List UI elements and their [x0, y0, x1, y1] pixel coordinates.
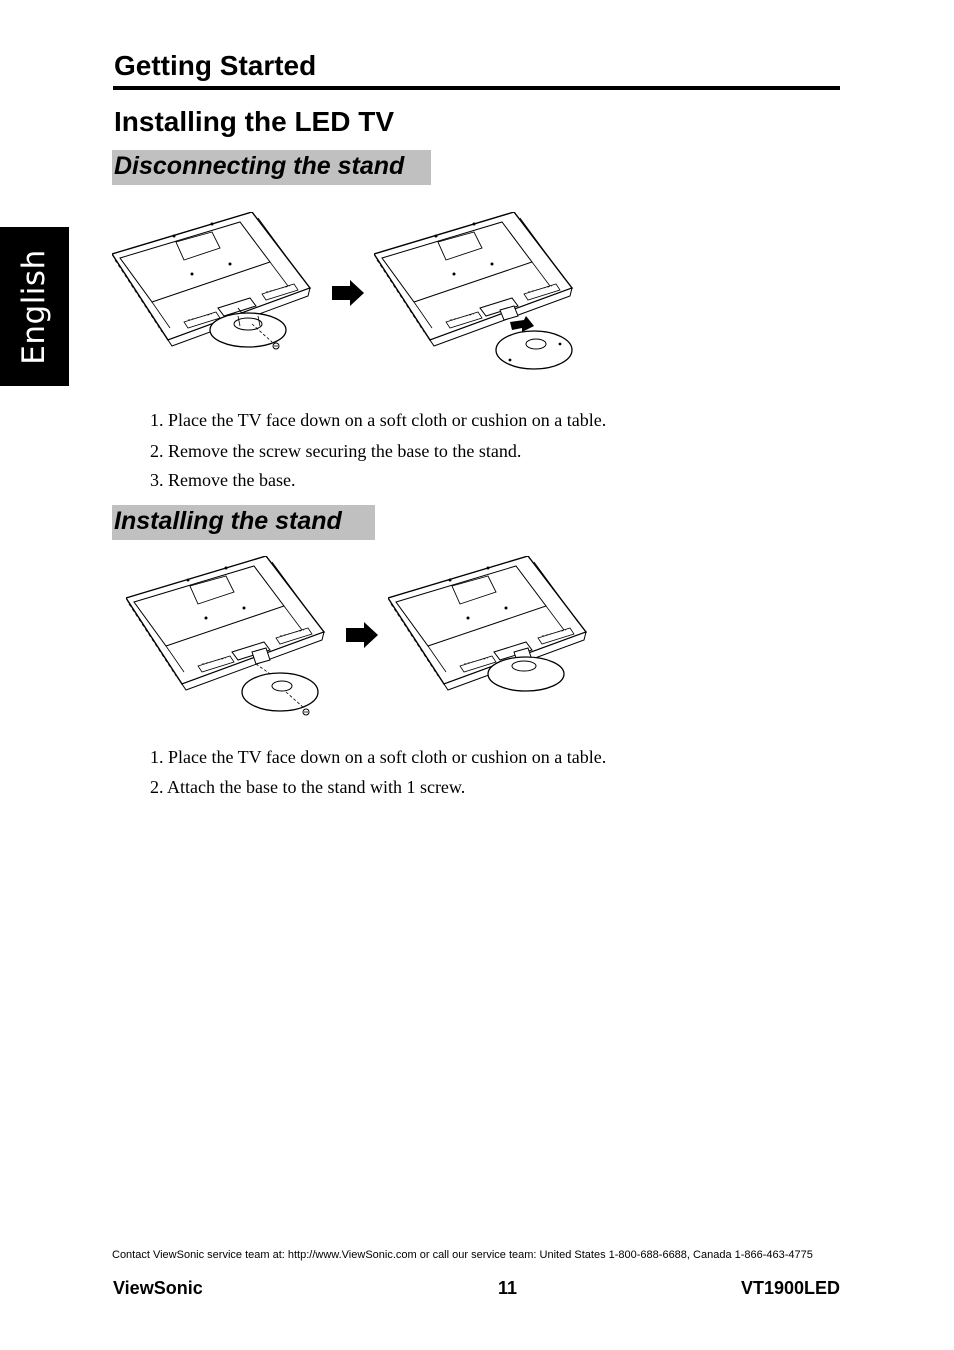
- stand-base-illustration: [242, 673, 318, 711]
- stand-base-illustration: [488, 657, 564, 691]
- language-tab: [0, 227, 69, 386]
- stand-base-illustration: [496, 331, 572, 369]
- footer-brand: ViewSonic: [113, 1278, 203, 1298]
- tv-back-illustration: [126, 556, 326, 721]
- section-heading-installing: [112, 505, 375, 540]
- contact-info: Contact ViewSonic service team at: http://www.ViewSonic.com or call our service team: United States 1-800-688-6688, Canada 1-866-463-4775: [112, 1249, 813, 1261]
- language-tab-label: English: [16, 249, 52, 365]
- chapter-heading: Getting Started: [114, 50, 317, 81]
- list-item: 1. Place the TV face down on a soft cloth or cushion on a table.: [150, 410, 607, 430]
- screw-icon: [273, 343, 279, 349]
- screw-icon: [303, 709, 309, 715]
- arrow-right-icon: [346, 622, 380, 648]
- arrow-right-icon: [332, 280, 366, 306]
- section-heading-disconnecting: [112, 150, 431, 185]
- list-item: 1. Place the TV face down on a soft cloth or cushion on a table.: [150, 747, 607, 767]
- footer-model: VT1900LED: [740, 1278, 840, 1298]
- tv-back-illustration: [388, 556, 588, 701]
- section-heading-label: Installing the stand: [114, 507, 342, 535]
- page-title: Installing the LED TV: [114, 106, 395, 137]
- list-item: 2. Attach the base to the stand with 1 screw.: [150, 777, 466, 797]
- list-item: 3. Remove the base.: [150, 470, 296, 490]
- section-heading-label: Disconnecting the stand: [114, 152, 405, 180]
- page-number: 11: [498, 1278, 518, 1298]
- tv-back-illustration: [112, 212, 312, 357]
- tv-back-illustration: [374, 212, 574, 377]
- header-rule: [113, 86, 840, 90]
- list-item: 2. Remove the screw securing the base to the stand.: [150, 441, 522, 461]
